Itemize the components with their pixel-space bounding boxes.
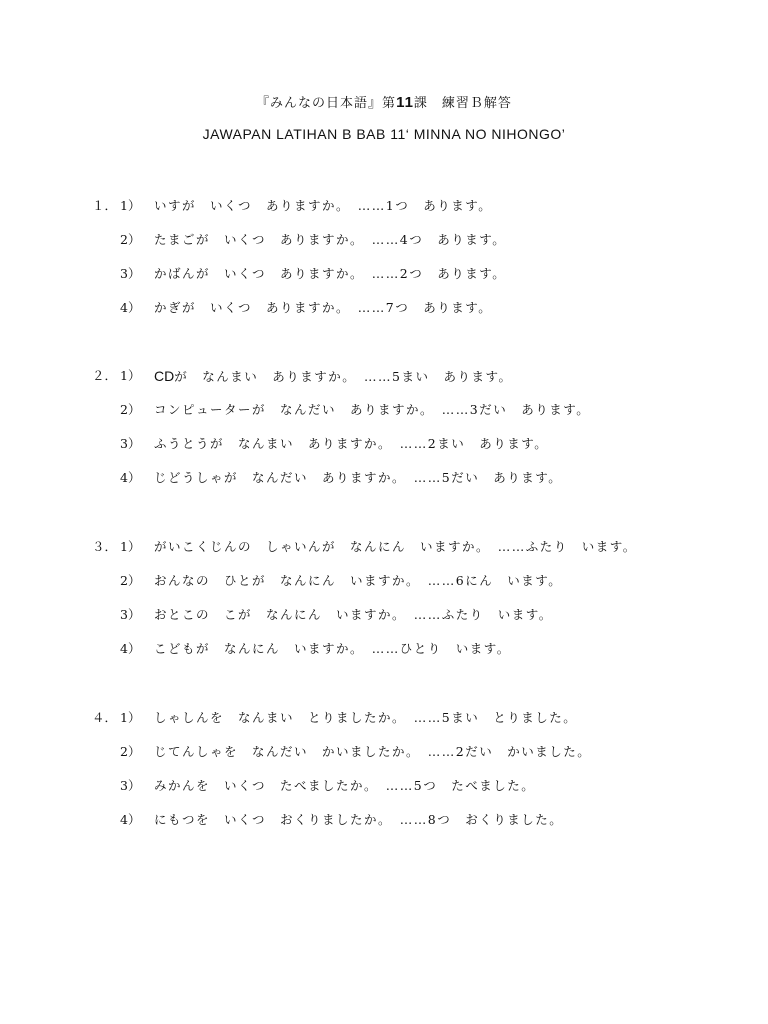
exercise-item: [92, 264, 752, 298]
item-label: 4）: [120, 812, 141, 827]
item-text: [154, 366, 512, 387]
exercise-section-3: [92, 537, 752, 673]
item-label: 1）: [120, 368, 141, 383]
item-text: しゃしんを なんまい とりましたか。 ……5まい とりました。: [154, 710, 578, 725]
item-text: かぎが いくつ ありますか。 ……7つ あります。: [154, 300, 493, 315]
item-label: 3）: [120, 436, 141, 451]
item-label: 1）: [120, 539, 141, 554]
item-text-rest: が なんまい ありますか。 ……5まい あります。: [174, 369, 513, 384]
document-title: [0, 92, 768, 111]
title-suffix: 課 練習Ｂ解答: [413, 96, 512, 111]
section-number: ４．: [92, 710, 118, 725]
item-text: じどうしゃが なんだい ありますか。 ……5だい あります。: [154, 470, 563, 485]
exercise-section-1: [92, 196, 752, 332]
exercise-item: [92, 468, 752, 502]
exercise-item: [92, 605, 752, 639]
item-label: 1）: [120, 198, 141, 213]
item-label: 2）: [120, 744, 141, 759]
item-label: 2）: [120, 573, 141, 588]
exercise-item: [92, 434, 752, 468]
exercise-item: [92, 230, 752, 264]
exercise-item: [92, 537, 752, 571]
item-text: おんなの ひとが なんにん いますか。 ……6にん います。: [154, 573, 563, 588]
item-text: にもつを いくつ おくりましたか。 ……8つ おくりました。: [154, 812, 564, 827]
exercise-item: [92, 366, 752, 400]
section-number: １．: [92, 198, 118, 213]
item-text: じてんしゃを なんだい かいましたか。 ……2だい かいました。: [154, 744, 592, 759]
section-number: ３．: [92, 539, 118, 554]
section-number: ２．: [92, 368, 118, 383]
exercise-item: [92, 742, 752, 776]
exercise-item: [92, 776, 752, 810]
item-label: 3）: [120, 778, 141, 793]
item-text: たまごが いくつ ありますか。 ……4つ あります。: [154, 232, 507, 247]
item-text: こどもが なんにん いますか。 ……ひとり います。: [154, 641, 511, 656]
item-label: 2）: [120, 402, 141, 417]
exercise-item: [92, 400, 752, 434]
exercise-section-4: [92, 708, 752, 844]
item-text: がいこくじんの しゃいんが なんにん いますか。 ……ふたり います。: [154, 539, 637, 554]
item-text: コンピューターが なんだい ありますか。 ……3だい あります。: [154, 402, 591, 417]
item-latin-text: CD: [154, 368, 175, 384]
exercise-item: [92, 196, 752, 230]
exercise-item: [92, 708, 752, 742]
item-text: かばんが いくつ ありますか。 ……2つ あります。: [154, 266, 507, 281]
exercise-item: [92, 571, 752, 605]
item-label: 3）: [120, 607, 141, 622]
document-subtitle: JAWAPAN LATIHAN B BAB 11‘ MINNA NO NIHONGO’: [202, 126, 566, 142]
item-label: 4）: [120, 470, 141, 485]
item-label: 3）: [120, 266, 141, 281]
lesson-number: 11: [396, 94, 414, 111]
item-label: 2）: [120, 232, 141, 247]
exercise-item: [92, 810, 752, 844]
item-label: 4）: [120, 641, 141, 656]
item-text: みかんを いくつ たべましたか。 ……5つ たべました。: [154, 778, 536, 793]
title-prefix: 『みんなの日本語』第: [256, 96, 397, 111]
item-text: いすが いくつ ありますか。 ……1つ あります。: [154, 198, 493, 213]
exercise-item: [92, 298, 752, 332]
item-text: ふうとうが なんまい ありますか。 ……2まい あります。: [154, 436, 549, 451]
exercise-item: [92, 639, 752, 673]
item-label: 4）: [120, 300, 141, 315]
item-text: おとこの こが なんにん いますか。 ……ふたり います。: [154, 607, 553, 622]
exercise-section-2: [92, 366, 752, 502]
item-label: 1）: [120, 710, 141, 725]
